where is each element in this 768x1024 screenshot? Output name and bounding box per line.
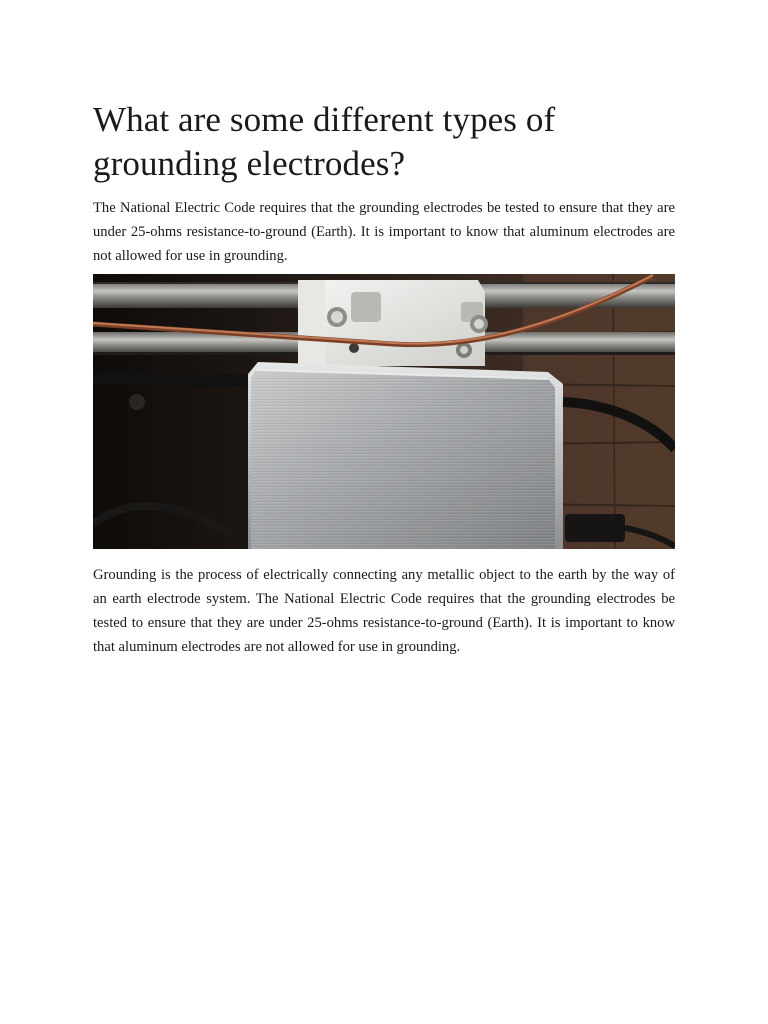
intro-paragraph: The National Electric Code requires that the grounding electrodes be tested to ensure that they are under 25-ohms resistance-to-ground (Earth). It is important to know that aluminum electrodes are not allowed for use in grounding. xyxy=(93,200,675,264)
grounding-photo xyxy=(93,274,675,549)
page-title: What are some different types of grounding electrodes? xyxy=(93,100,556,183)
body-paragraph: Grounding is the process of electrically connecting any metallic object to the earth by the way of an earth electrode system. The National Electric Code requires that the grounding electrodes be tested to ensure that they are under 25-ohms resistance-to-ground (Earth). It is important to know that aluminum electrodes are not allowed for use in grounding. xyxy=(93,567,675,655)
article xyxy=(93,98,675,659)
